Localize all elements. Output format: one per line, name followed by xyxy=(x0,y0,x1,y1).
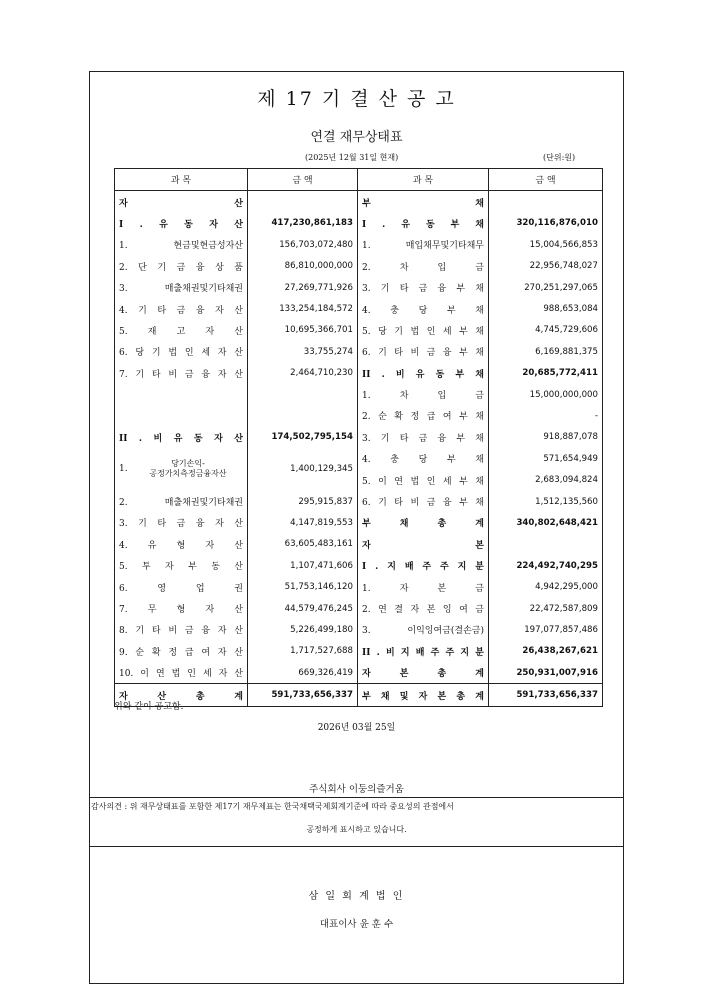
row-amount xyxy=(248,405,358,426)
row-label: 자 산 xyxy=(115,191,248,213)
row-amount: 33,755,274 xyxy=(248,341,358,362)
row-amount: 4,745,729,606 xyxy=(489,320,603,341)
row-label: I . 지 배 주 주 지 분 xyxy=(358,555,489,576)
row-label: 1. 매입채무및기타채무 xyxy=(358,234,489,255)
row-label: 4. 유 형 자 산 xyxy=(115,534,248,555)
table-row xyxy=(115,619,603,640)
row-label xyxy=(115,448,248,491)
total-liab-equity-amount: 591,733,656,337 xyxy=(489,684,603,706)
row-amount xyxy=(248,191,358,213)
row-amount: 1,717,527,688 xyxy=(248,641,358,662)
row-label: 5. 당 기 법 인 세 부 채 xyxy=(358,320,489,341)
row-amount: 1,512,135,560 xyxy=(489,491,603,512)
total-assets-amount: 591,733,656,337 xyxy=(248,684,358,706)
row-amount: 571,654,949 xyxy=(489,448,603,469)
company-name: 주식회사 이둥의즐거움 xyxy=(309,784,404,795)
row-amount: 63,605,483,161 xyxy=(248,534,358,555)
row-amount: 51,753,146,120 xyxy=(248,576,358,597)
row-amount xyxy=(489,191,603,213)
row-label: 3. 이익잉여금(결손금) xyxy=(358,619,489,640)
row-amount: 270,251,297,065 xyxy=(489,277,603,298)
row-label: 자 본 xyxy=(358,534,489,555)
header-item: 과 목 xyxy=(115,169,248,191)
row-label: 5. 이 연 법 인 세 부 채 xyxy=(358,469,489,490)
table-row xyxy=(115,576,603,597)
row-amount: 5,226,499,180 xyxy=(248,619,358,640)
row-number: 1. xyxy=(119,464,128,475)
row-label: 7. 무 형 자 산 xyxy=(115,598,248,619)
row-label: II . 비 유 동 부 채 xyxy=(358,363,489,384)
row-label: 2. 순 확 정 급 여 부 채 xyxy=(358,405,489,426)
row-amount: 20,685,772,411 xyxy=(489,363,603,384)
table-row xyxy=(115,555,603,576)
row-amount: 6,169,881,375 xyxy=(489,341,603,362)
table-row xyxy=(115,341,603,362)
row-label: 부 채 총 계 xyxy=(358,512,489,533)
row-label: 자 본 총 계 xyxy=(358,662,489,684)
row-label: 4. 충 당 부 채 xyxy=(358,298,489,319)
row-amount: 250,931,007,916 xyxy=(489,662,603,684)
table-row xyxy=(115,213,603,234)
row-label: 6. 당 기 법 인 세 자 산 xyxy=(115,341,248,362)
row-label: 1. 현금및현금성자산 xyxy=(115,234,248,255)
table-row xyxy=(115,277,603,298)
table-row xyxy=(115,191,603,213)
row-amount: - xyxy=(489,405,603,426)
table-row xyxy=(115,256,603,277)
table-row xyxy=(115,384,603,405)
row-label: 5. 재 고 자 산 xyxy=(115,320,248,341)
row-label: 9. 순 확 정 급 여 자 산 xyxy=(115,641,248,662)
row-label: 7. 기 타 비 금 융 자 산 xyxy=(115,363,248,384)
statement-date: (2025년 12월 31일 현재) xyxy=(305,153,399,162)
row-amount: 295,915,837 xyxy=(248,491,358,512)
ceo-name: 대표이사 윤 훈 수 xyxy=(319,919,394,930)
table-row xyxy=(115,534,603,555)
row-label: I . 유 동 부 채 xyxy=(358,213,489,234)
total-liab-equity-label: 부 채 및 자 본 총 계 xyxy=(358,684,489,706)
notice-title: 제 17 기 결 산 공 고 xyxy=(257,88,456,110)
table-row xyxy=(115,598,603,619)
row-label: 2. 매출채권및기타채권 xyxy=(115,491,248,512)
row-amount: 10,695,366,701 xyxy=(248,320,358,341)
row-label: 4. 충 당 부 채 xyxy=(358,448,489,469)
row-label: II . 비 지 배 주 주 지 분 xyxy=(358,641,489,662)
table-row xyxy=(115,448,603,469)
audit-opinion-line: 공정하게 표시하고 있습니다. xyxy=(306,825,407,834)
row-amount: 156,703,072,480 xyxy=(248,234,358,255)
table-row xyxy=(115,320,603,341)
table-row xyxy=(115,405,603,426)
table-header-row xyxy=(115,169,603,191)
row-amount: 133,254,184,572 xyxy=(248,298,358,319)
row-label: 3. 기 타 금 융 부 채 xyxy=(358,277,489,298)
row-label: 6. 기 타 비 금 융 부 채 xyxy=(358,341,489,362)
row-label: 2. 연 결 자 본 잉 여 금 xyxy=(358,598,489,619)
row-label: 2. 단 기 금 융 상 품 xyxy=(115,256,248,277)
row-label xyxy=(115,384,248,405)
row-amount: 1,107,471,606 xyxy=(248,555,358,576)
row-label: 5. 투 자 부 동 산 xyxy=(115,555,248,576)
row-label: 3. 매출채권및기타채권 xyxy=(115,277,248,298)
row-label: 4. 기 타 금 융 자 산 xyxy=(115,298,248,319)
row-amount: 22,956,748,027 xyxy=(489,256,603,277)
row-amount: 417,230,861,183 xyxy=(248,213,358,234)
row-amount: 918,887,078 xyxy=(489,427,603,448)
audit-opinion-line: 감사의견 : 위 재무상태표를 포함한 제17기 재무제표는 한국채택국제회계기준에 따라 중요성의 관점에서 xyxy=(91,802,454,811)
row-label xyxy=(115,405,248,426)
row-amount: 26,438,267,621 xyxy=(489,641,603,662)
row-amount xyxy=(248,384,358,405)
row-amount: 22,472,587,809 xyxy=(489,598,603,619)
table-row xyxy=(115,491,603,512)
row-amount: 224,492,740,295 xyxy=(489,555,603,576)
row-label: 2. 차 입 금 xyxy=(358,256,489,277)
row-amount: 174,502,795,154 xyxy=(248,427,358,448)
header-amount: 금 액 xyxy=(489,169,603,191)
unit-label: (단위:원) xyxy=(543,153,576,162)
closing-statement: 위와 같이 공고함. xyxy=(114,702,184,712)
row-label: 부 채 xyxy=(358,191,489,213)
row-amount: 197,077,857,486 xyxy=(489,619,603,640)
table-row xyxy=(115,234,603,255)
publication-date: 2026년 03월 25일 xyxy=(317,723,396,733)
auditor-name: 삼 일 회 계 법 인 xyxy=(308,891,405,902)
table-row xyxy=(115,427,603,448)
total-row xyxy=(115,684,603,706)
row-amount: 1,400,129,345 xyxy=(248,448,358,491)
table-row xyxy=(115,662,603,684)
header-item: 과 목 xyxy=(358,169,489,191)
row-label: I . 유 동 자 산 xyxy=(115,213,248,234)
row-amount: 15,000,000,000 xyxy=(489,384,603,405)
header-amount: 금 액 xyxy=(248,169,358,191)
balance-sheet-table xyxy=(114,168,603,707)
row-amount: 27,269,771,926 xyxy=(248,277,358,298)
row-label: 8. 기 타 비 금 융 자 산 xyxy=(115,619,248,640)
row-label: 1. 차 입 금 xyxy=(358,384,489,405)
table-row xyxy=(115,512,603,533)
row-label: 3. 기 타 금 융 자 산 xyxy=(115,512,248,533)
row-amount: 4,942,295,000 xyxy=(489,576,603,597)
table-row xyxy=(115,298,603,319)
row-amount: 988,653,084 xyxy=(489,298,603,319)
row-amount xyxy=(489,534,603,555)
row-label: II . 비 유 동 자 산 xyxy=(115,427,248,448)
row-amount: 4,147,819,553 xyxy=(248,512,358,533)
row-label: 6. 영 업 권 xyxy=(115,576,248,597)
row-label-line: 공정가치측정금융자산 xyxy=(149,469,227,479)
row-label: 6. 기 타 비 금 융 부 채 xyxy=(358,491,489,512)
row-amount: 2,683,094,824 xyxy=(489,469,603,490)
row-label: 3. 기 타 금 융 부 채 xyxy=(358,427,489,448)
row-amount: 340,802,648,421 xyxy=(489,512,603,533)
row-label-line: 당기손익- xyxy=(171,459,205,469)
row-amount: 44,579,476,245 xyxy=(248,598,358,619)
table-row xyxy=(115,363,603,384)
row-amount: 669,326,419 xyxy=(248,662,358,684)
row-amount: 86,810,000,000 xyxy=(248,256,358,277)
total-assets-label: 자 산 총 계 xyxy=(115,684,248,706)
row-label: 1. 자 본 금 xyxy=(358,576,489,597)
table-row xyxy=(115,641,603,662)
row-label: 10. 이 연 법 인 세 자 산 xyxy=(115,662,248,684)
row-amount: 2,464,710,230 xyxy=(248,363,358,384)
row-amount: 15,004,566,853 xyxy=(489,234,603,255)
statement-title: 연결 재무상태표 xyxy=(310,130,403,145)
row-amount: 320,116,876,010 xyxy=(489,213,603,234)
